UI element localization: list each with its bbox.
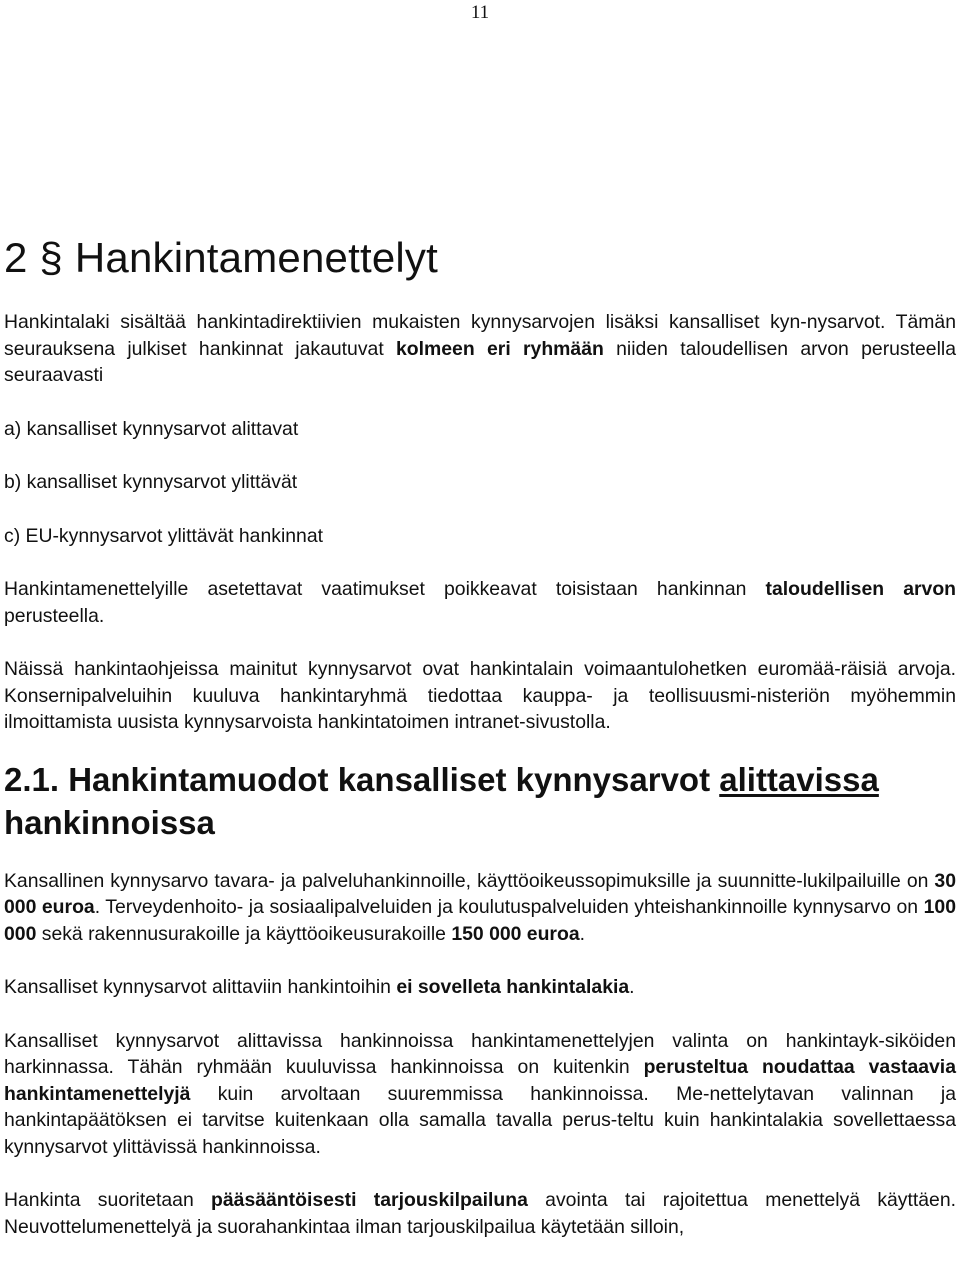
section-heading: 2 § Hankintamenettelyt — [4, 234, 438, 281]
procedure-choice-paragraph: Kansalliset kynnysarvot alittavissa hankinnoissa hankintamenettelyjen valinta on hankintayk-siköiden harkinnassa. Tähän ryhmään kuuluvissa hankinnoissa on kuitenkin perusteltua noudattaa vastaavia hankintamenettelyjä kuin arvoltaan suuremmissa hankinnoissa. Me-nettelytavan valinnan ja hankintapäätöksen ei tarvitse kuitenkaan olla samalla tavalla perus-teltu kuin hankintalakia sovellettaessa kynnysarvot ylittävissä hankinnoissa. — [4, 1029, 956, 1158]
page-number: 11 — [470, 2, 490, 23]
competition-paragraph: Hankinta suoritetaan pääsääntöisesti tarjouskilpailuna avointa tai rajoitettua menettelyä käyttäen. Neuvottelumenettelyä ja suorahankintaa ilman tarjouskilpailua käytetään silloin, — [4, 1189, 957, 1238]
amount-30000: 30 000 euroa — [4, 869, 956, 918]
requirements-paragraph: Hankintamenettelyille asetettavat vaatimukset poikkeavat toisistaan hankinnan taloudellisen arvon perusteella. — [4, 578, 957, 627]
underlined-word: alittavissa — [719, 760, 879, 798]
list-item-b: b) kansalliset kynnysarvot ylittävät — [4, 471, 298, 493]
subsection-heading: 2.1. Hankintamuodot kansalliset kynnysarvot alittavissa hankinnoissa — [4, 760, 879, 841]
emphasis-competitive-bidding: pääsääntöisesti tarjouskilpailuna — [211, 1189, 528, 1211]
emphasis-three-groups: kolmeen eri ryhmään — [396, 337, 604, 360]
amount-100000: 100 000 — [4, 896, 956, 945]
thresholds-note-paragraph: Näissä hankintaohjeissa mainitut kynnysarvot ovat hankintalain voimaantulohetken euromää-räisiä arvoja. Konsernipalveluihin kuuluva hankintaryhmä tiedottaa kauppa- ja teollisuusmi-nisteriön myöhemmin ilmoittamista uusista kynnysarvoista hankintatoimen intranet-sivustolla. — [4, 658, 956, 733]
intro-paragraph: Hankintalaki sisältää hankintadirektiivien mukaisten kynnysarvojen lisäksi kansalliset kyn-nysarvot. Tämän seurauksena julkiset hankinnat jakautuvat kolmeen eri ryhmään niiden taloudellisen arvon perusteella seuraavasti — [4, 311, 956, 386]
list-item-c: c) EU-kynnysarvot ylittävät hankinnat — [4, 524, 323, 547]
document-body — [4, 228, 956, 1240]
emphasis-follow-procedures: perusteltua noudattaa vastaavia hankintamenettelyjä — [4, 1056, 956, 1105]
emphasis-economic-value: taloudellisen arvon — [765, 578, 957, 600]
amount-150000: 150 000 euroa — [451, 922, 580, 945]
list-item-a: a) kansalliset kynnysarvot alittavat — [4, 417, 299, 440]
national-threshold-paragraph: Kansallinen kynnysarvo tavara- ja palveluhankinnoille, käyttöoikeussopimuksille ja suunnitte-lukilpailuille on 30 000 euroa. Terveydenhoito- ja sosiaalipalveluiden ja koulutuspalveluiden yhteishankinnoille kynnysarvo on 100 000 sekä rakennusurakoille ja käyttöoikeusurakoille 150 000 euroa. — [4, 869, 956, 945]
emphasis-law-not-applied: ei sovelleta hankintalakia — [396, 976, 630, 998]
law-not-applied-paragraph: Kansalliset kynnysarvot alittaviin hankintoihin ei sovelleta hankintalakia. — [4, 976, 635, 998]
